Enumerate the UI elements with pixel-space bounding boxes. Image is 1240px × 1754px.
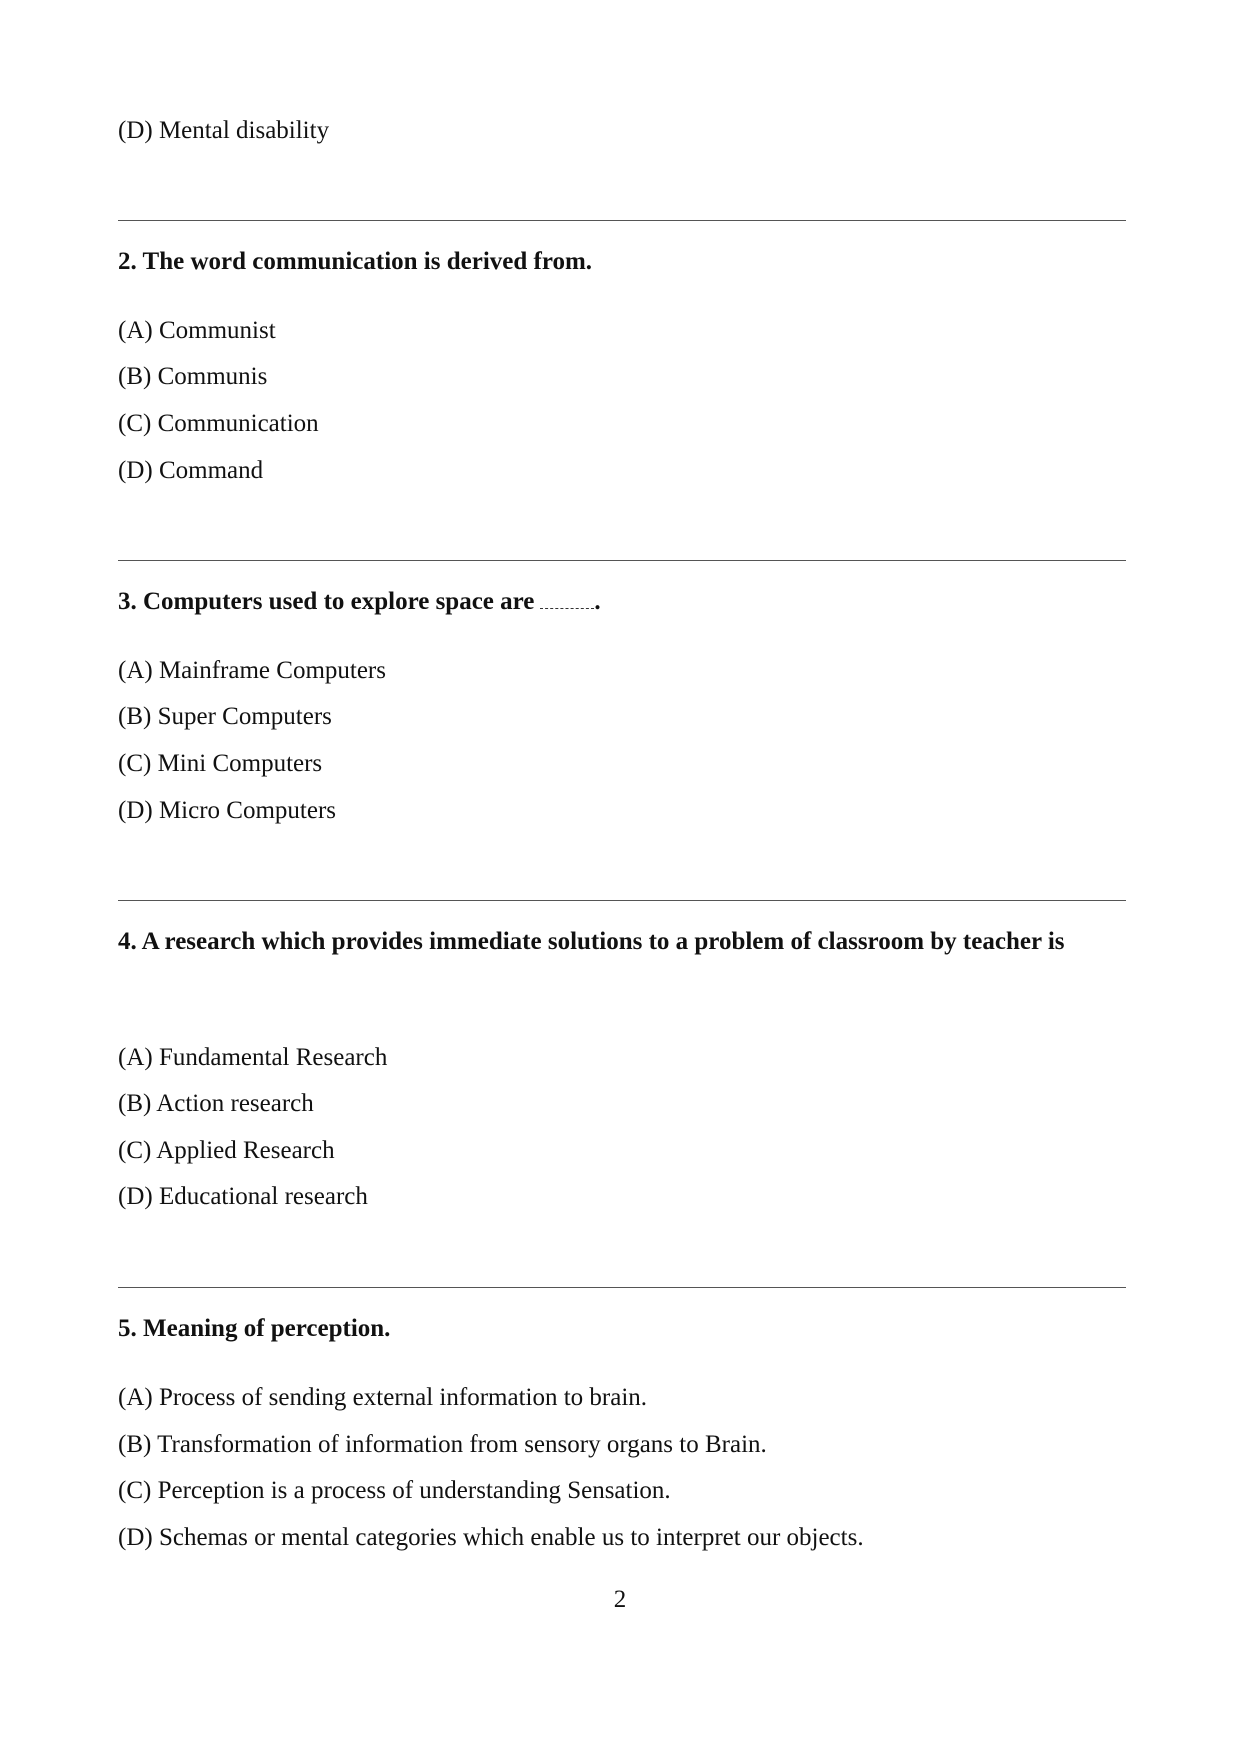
option-d: (D) Educational research [118, 1183, 368, 1210]
divider [118, 220, 1126, 221]
option-a: (A) Fundamental Research [118, 1044, 388, 1071]
option-b: (B) Transformation of information from sensory organs to Brain. [118, 1431, 767, 1458]
question-text: 4. A research which provides immediate solutions to a problem of classroom by teacher is [118, 928, 1065, 955]
option-c: (C) Communication [118, 410, 319, 437]
question-text [118, 578, 1128, 625]
fill-in-blank [540, 594, 594, 609]
question-stem: 3. Computers used to explore space are [118, 588, 535, 615]
option-a: (A) Communist [118, 317, 276, 344]
option-a: (A) Mainframe Computers [118, 657, 386, 684]
question-text: 2. The word communication is derived from. [118, 248, 593, 275]
option-b: (B) Communis [118, 363, 268, 390]
divider [118, 900, 1126, 901]
option-b: (B) Super Computers [118, 703, 332, 730]
option-c: (C) Applied Research [118, 1137, 335, 1164]
page-number: 2 [613, 1586, 627, 1613]
option-d: (D) Mental disability [118, 117, 330, 144]
question-text: 5. Meaning of perception. [118, 1315, 391, 1342]
option-b: (B) Action research [118, 1090, 314, 1117]
option-d: (D) Schemas or mental categories which enable us to interpret our objects. [118, 1524, 864, 1551]
option-c: (C) Mini Computers [118, 750, 323, 777]
divider [118, 1287, 1126, 1288]
option-d: (D) Command [118, 457, 264, 484]
divider [118, 560, 1126, 561]
option-a: (A) Process of sending external information to brain. [118, 1384, 648, 1411]
question-suffix: . [594, 588, 601, 615]
option-d: (D) Micro Computers [118, 797, 337, 824]
option-c: (C) Perception is a process of understanding Sensation. [118, 1477, 671, 1504]
